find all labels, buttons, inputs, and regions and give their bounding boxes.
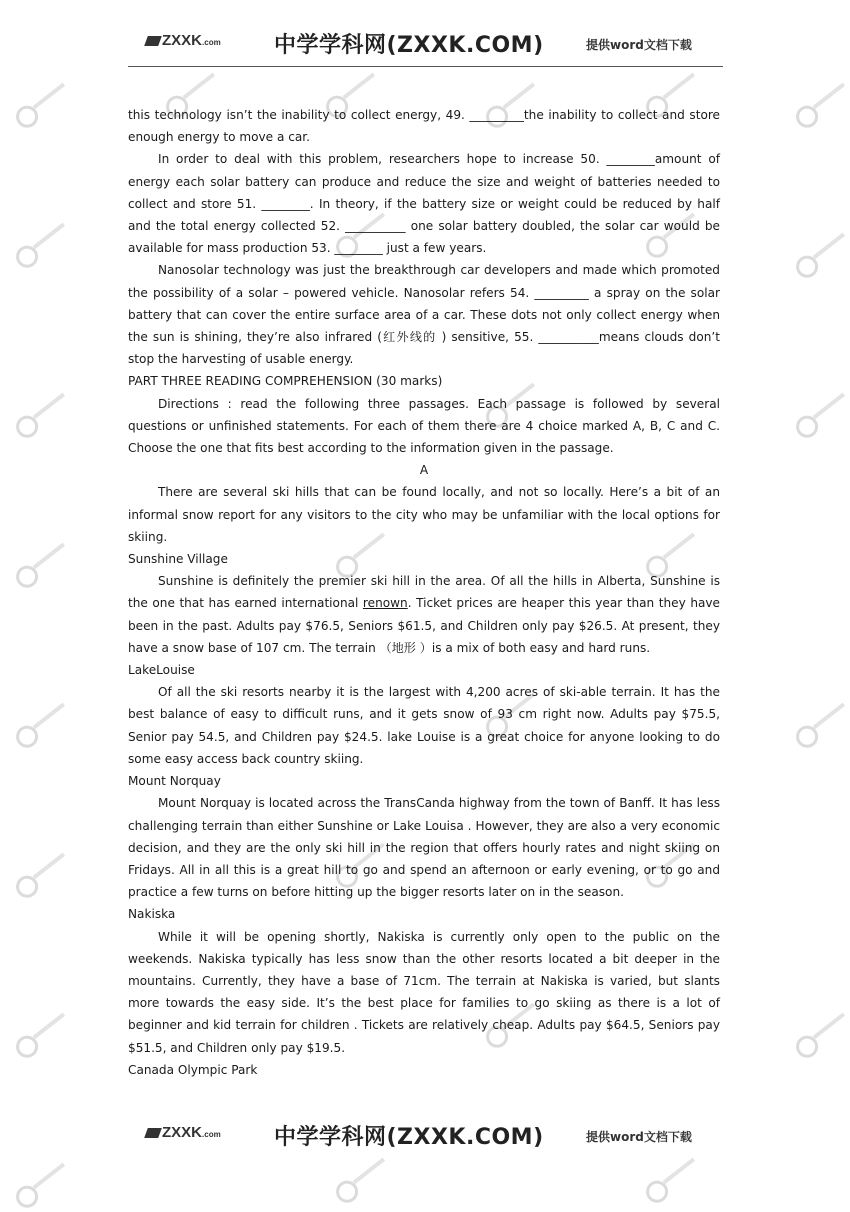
page-footer (128, 1118, 723, 1158)
watermark-logo (789, 383, 850, 440)
watermark-logo (789, 223, 850, 280)
subheading-norquay: Mount Norquay (128, 774, 221, 789)
watermark-logo (789, 73, 850, 130)
watermark-logo (789, 1003, 850, 1060)
paragraph: In order to deal with this problem, researchers hope to increase 50. ________amount of energy each solar battery can produce and reduce the size and weight of batteries needed to collect and store 51. ________. In theory, if the battery size or weight could be reduced by half and the total energy collected 52. __________ one solar battery doubled, the solar car would be available for mass production 53. ________ just a few years. (128, 152, 720, 256)
watermark-logo (9, 533, 73, 590)
watermark-logo (9, 843, 73, 900)
watermark-logo (789, 693, 850, 750)
site-tagline: 提供word文档下载 (586, 1130, 692, 1144)
passage-label: A (419, 463, 429, 478)
watermark-logo (9, 1003, 73, 1060)
paragraph: Nanosolar technology was just the breakthrough car developers and made which promoted the possibility of a solar – powered vehicle. Nanosolar refers 54. _________ a spray on the solar battery that can cover the entire surface area of a car. These dots not only collect energy when the sun is shining, they’re also infrared (红外线的 ) sensitive, 55. __________means clouds don’t stop the harvesting of usable energy. (128, 263, 720, 367)
site-logo (146, 32, 221, 49)
text-span: . Ticket prices are heaper this year than they have been in the past. Adults pay $76.5, Seniors $61.5, and Children only pay $26.5. At present, they have a snow base of 107 cm. The terrain （地形 ）is a mix of both easy and hard runs. (128, 596, 720, 655)
site-tagline: 提供word文档下载 (586, 38, 692, 52)
text-span: Sunshine is definitely the premier ski hill in the area. Of all the hills in Alberta, Sunshine is the one that has earned international (128, 574, 720, 611)
document-body (128, 104, 720, 1081)
paragraph: this technology isn’t the inability to collect energy, 49. _________the inability to collect and store enough energy to move a car. (128, 108, 720, 145)
underlined-word: renown (362, 596, 408, 611)
subheading-sunshine: Sunshine Village (128, 552, 228, 567)
paragraph: There are several ski hills that can be found locally, and not so locally. Here’s a bit of an informal snow report for any visitors to the city who may be unfamiliar with the local options for skiing. (128, 485, 720, 544)
logo-suffix: .com (202, 1130, 221, 1139)
logo-text: ZXXK (162, 32, 203, 49)
section-heading: PART THREE READING COMPREHENSION (30 marks) (128, 374, 443, 389)
paragraph-sunshine (128, 570, 720, 659)
subheading-nakiska: Nakiska (128, 907, 176, 922)
logo-text: ZXXK (162, 1124, 203, 1141)
site-name: 中学学科网(ZXXK.COM) (274, 1125, 544, 1150)
graduation-cap-icon (144, 36, 162, 46)
watermark-logo (9, 213, 73, 270)
logo-suffix: .com (202, 38, 221, 47)
directions-paragraph: Directions : read the following three passages. Each passage is followed by several questions or unfinished statements. For each of them there are 4 choice marked A, B, C and C. Choose the one that fits best according to the information given in the passage. (128, 396, 720, 456)
subheading-olympic-park: Canada Olympic Park (128, 1062, 258, 1077)
site-logo (146, 1124, 221, 1141)
site-name: 中学学科网(ZXXK.COM) (274, 33, 544, 58)
watermark-logo (9, 73, 73, 130)
subheading-lake-louise: LakeLouise (128, 663, 195, 678)
paragraph-norquay: Mount Norquay is located across the TransCanda highway from the town of Banff. It has less challenging terrain than either Sunshine or Lake Louisa . However, they are also a very economic decision, and they are the only ski hill in the region that offers hourly rates and night skiing on Fridays. All in all this is a great hill to go and spend an afternoon or early evening, or to go and practice a few turns on before hitting up the bigger resorts later on in the season. (128, 796, 720, 900)
page-header (128, 26, 723, 67)
paragraph-nakiska: While it will be opening shortly, Nakiska is currently only open to the public on the weekends. Nakiska typically has less snow than the other resorts located a bit deeper in the mountains. Currently, they have a base of 71cm. The terrain at Nakiska is varied, but slants more towards the easy side. It’s the best place for families to go skiing as there is a lot of beginner and kid terrain for children . Tickets are relatively cheap. Adults pay $64.5, Seniors pay $51.5, and Children only pay $19.5. (128, 929, 720, 1055)
watermark-logo (9, 693, 73, 750)
graduation-cap-icon (144, 1128, 162, 1138)
watermark-logo (9, 383, 73, 440)
paragraph-lake-louise: Of all the ski resorts nearby it is the largest with 4,200 acres of ski-able terrain. It has the best balance of easy to difficult runs, and it gets snow of 93 cm right now. Adults pay $75.5, Senior pay 54.5, and Children pay $24.5. lake Louise is a great choice for anyone looking to do some easy access back country skiing. (128, 685, 720, 766)
